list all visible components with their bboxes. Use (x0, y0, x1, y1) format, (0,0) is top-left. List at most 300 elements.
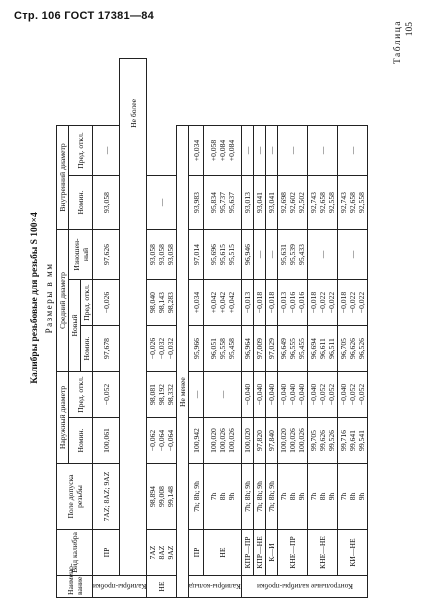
cell-value: 7AZ (148, 545, 158, 560)
cell-value: 95,637 (227, 192, 237, 213)
gauge-type-cell (204, 530, 242, 576)
cell-value: +0,034 (191, 291, 201, 314)
inner-diameter-label: Внутренний диаметр (58, 143, 67, 212)
table-label: Таблица (393, 20, 403, 65)
cell-value: +0,058 (209, 139, 219, 162)
page-header: Стр. 106 ГОСТ 17381—84 (14, 10, 155, 22)
cell-value: — (267, 146, 277, 155)
table-row (266, 59, 278, 598)
cell-value: −0,064 (157, 429, 167, 452)
cell-value: 8h (318, 492, 328, 501)
mid-worn-cell (308, 230, 338, 280)
cell-value: 96,051 (209, 338, 219, 359)
ne-menee-note (177, 126, 189, 598)
mid-nominal-cell (242, 326, 254, 372)
cell-value: 96,526 (357, 338, 367, 359)
tolerance-field-cell (93, 464, 120, 530)
cell-value: −0,040 (297, 383, 307, 406)
cell-value: −0,022 (318, 291, 328, 314)
cell-value: 97,820 (255, 430, 265, 451)
cell-value: +0,034 (191, 139, 201, 162)
cell-value: −0,040 (288, 383, 298, 406)
cell-value: КНЕ—ПР (288, 536, 298, 569)
cell-value: — (267, 250, 277, 259)
cell-value: 97,840 (267, 430, 277, 451)
gauge-type-cell (278, 530, 308, 576)
gauge-type-cell (189, 530, 204, 576)
cell-value: 8h (218, 492, 228, 501)
col-type-label: Вид калибра (70, 532, 79, 573)
cell-value: 98,081 (148, 384, 158, 405)
cell-value: 98,283 (166, 292, 176, 313)
cell-value: — (288, 146, 298, 155)
outer-diameter-label: Наружный диаметр (58, 385, 67, 450)
cell-value: −0,040 (255, 383, 265, 406)
mid-deviation-cell (242, 280, 254, 326)
cell-value: 95,539 (288, 244, 298, 265)
mid-worn-cell (204, 230, 242, 280)
mid-new-header (69, 280, 81, 372)
outer-deviation-cell (189, 372, 204, 418)
table-row (242, 59, 254, 598)
tolerance-field-cell (308, 464, 338, 530)
mid-diameter-label: Средний диаметр (58, 272, 67, 329)
mid-nominal-cell (204, 326, 242, 372)
cell-value: 99,641 (348, 430, 358, 451)
table-row (338, 59, 368, 598)
cell-value: +0,042 (218, 291, 228, 314)
cell-value: 96,946 (243, 244, 253, 265)
outer-nominal-cell (278, 418, 308, 464)
inner-deviation-cell (338, 126, 368, 176)
cell-value: 95,455 (297, 338, 307, 359)
cell-value: 93,013 (243, 192, 253, 213)
cell-value: 92,602 (288, 192, 298, 213)
cell-value: ПР (101, 547, 111, 558)
mid-nominal-cell (93, 326, 120, 372)
tolerance-field-cell (338, 464, 368, 530)
cell-value: 95,631 (279, 244, 289, 265)
outer-deviation-cell (308, 372, 338, 418)
cell-value: −0,018 (267, 291, 277, 314)
gauge-type-cell (147, 576, 177, 598)
mid-worn-cell (189, 230, 204, 280)
cell-value: 99,705 (309, 430, 319, 451)
cell-value: −0,018 (255, 291, 265, 314)
cell-value: −0,040 (267, 383, 277, 406)
cell-value: 92,558 (357, 192, 367, 213)
mid-nominal-cell (254, 326, 266, 372)
outer-nominal-cell (338, 418, 368, 464)
cell-value: 96,649 (279, 338, 289, 359)
header-row-1 (57, 59, 69, 598)
cell-value: 92,658 (318, 192, 328, 213)
cell-value: 7h; 8h; 9h (191, 481, 201, 512)
cell-value: −0,018 (339, 291, 349, 314)
cell-value: 100,020 (279, 428, 289, 453)
cell-value: −0,052 (318, 383, 328, 406)
group-name-cell (93, 576, 147, 598)
inner-deviation-cell (189, 126, 204, 176)
inner-nominal-cell (254, 176, 266, 230)
cell-value: 96,964 (243, 338, 253, 359)
cell-value: 98,040 (148, 292, 158, 313)
cell-value: 8h (348, 492, 358, 501)
cell-value: 7h; 8h; 9h (255, 481, 265, 512)
inner-deviation-cell (147, 176, 177, 230)
mid-worn-cell (266, 230, 278, 280)
cell-value: 98,332 (166, 384, 176, 405)
cell-value: 7h (309, 492, 319, 501)
cell-value: 96,705 (339, 338, 349, 359)
tolerance-field-cell (147, 530, 177, 576)
col-field-header (57, 464, 93, 530)
gauge-table (56, 58, 368, 598)
cell-value: 95,834 (209, 192, 219, 213)
inner-nominal-cell (338, 176, 368, 230)
table-row (204, 59, 242, 598)
col-field-label: Поле допуска резьбы (65, 474, 84, 519)
mid-dev-label: Пред. откл. (82, 284, 91, 321)
ne-bolee-note (120, 59, 147, 576)
cell-value: — (191, 390, 201, 399)
cell-value: +0,042 (227, 291, 237, 314)
limit-note-row (177, 59, 189, 598)
cell-value: — (318, 146, 328, 155)
outer-nominal-cell (204, 418, 242, 464)
cell-value: КПР—НЕ (255, 536, 265, 569)
cell-value: +0,084 (227, 139, 237, 162)
group-name-cell (189, 576, 242, 598)
cell-value: −0,026 (101, 291, 111, 314)
cell-value: 93,058 (157, 244, 167, 265)
cell-value: 100,020 (209, 428, 219, 453)
cell-value: 96,626 (348, 338, 358, 359)
mid-worn-cell (254, 230, 266, 280)
cell-value: 99,526 (327, 430, 337, 451)
cell-value: 9h (227, 492, 237, 501)
cell-value: 8h (288, 492, 298, 501)
cell-value: 100,942 (191, 428, 201, 453)
outer-nominal-cell (266, 418, 278, 464)
cell-value: −0,013 (243, 291, 253, 314)
cell-value: 100,026 (218, 428, 228, 453)
outer-deviation-cell (242, 372, 254, 418)
cell-value: 99,008 (157, 486, 167, 507)
cell-value: 9AZ (166, 545, 176, 560)
mid-new-label: Новый (70, 314, 79, 337)
cell-value: −0,022 (357, 291, 367, 314)
mid-dev-header (81, 280, 93, 326)
cell-value: 92,698 (279, 192, 289, 213)
mid-nominal-cell (266, 326, 278, 372)
cell-value: 7h; 8h; 9h (267, 481, 277, 512)
cell-value: 92,743 (339, 192, 349, 213)
cell-value: 99,148 (166, 486, 176, 507)
mid-nominal-cell (147, 372, 177, 418)
cell-value: 7h (339, 492, 349, 501)
mid-deviation-cell (204, 280, 242, 326)
inner-nominal-cell (242, 176, 254, 230)
inner-diameter-header (57, 126, 69, 230)
cell-value: КИ—НЕ (348, 538, 358, 567)
cell-value: 8AZ (157, 545, 167, 560)
inner-dev-header (69, 126, 93, 176)
cell-value: 95,615 (218, 244, 228, 265)
inner-deviation-cell (204, 126, 242, 176)
mid-nominal-cell (308, 326, 338, 372)
cell-value: 97,009 (255, 338, 265, 359)
cell-value: 95,696 (209, 244, 219, 265)
outer-nom-header (69, 418, 93, 464)
cell-value: 100,061 (101, 428, 111, 453)
outer-dev-label: Пред. откл. (76, 376, 85, 413)
cell-value: 95,458 (227, 338, 237, 359)
cell-value: 99,541 (357, 430, 367, 451)
outer-nominal-cell (254, 418, 266, 464)
limit-note-row (120, 59, 147, 598)
table-body (57, 59, 368, 598)
cell-value: 92,502 (297, 192, 307, 213)
mid-deviation-cell (266, 280, 278, 326)
cell-value: 9h (327, 492, 337, 501)
cell-value: 93,058 (166, 244, 176, 265)
mid-deviation-cell (308, 280, 338, 326)
cell-value: 96,611 (318, 338, 328, 359)
inner-dev-label: Пред. откл. (76, 132, 85, 169)
cell-value: 93,983 (191, 192, 201, 213)
cell-value: КПР—ПР (243, 536, 253, 569)
inner-nominal-cell (308, 176, 338, 230)
outer-deviation-cell (147, 418, 177, 464)
mid-deviation-cell (254, 280, 266, 326)
col-name-header (57, 563, 93, 598)
outer-deviation-cell (254, 372, 266, 418)
inner-nom-label: Номин. (76, 190, 85, 215)
cell-value: 99,716 (339, 430, 349, 451)
cell-value: 98,192 (157, 384, 167, 405)
mid-worn-cell (242, 230, 254, 280)
cell-value: 92,743 (309, 192, 319, 213)
cell-value: −0,022 (348, 291, 358, 314)
inner-nom-header (69, 176, 93, 230)
inner-deviation-cell (242, 126, 254, 176)
inner-deviation-cell (308, 126, 338, 176)
cell-value: 93,041 (255, 192, 265, 213)
cell-value: 95,515 (227, 244, 237, 265)
table-subtitle: Размеры в мм (44, 262, 54, 334)
inner-deviation-cell (266, 126, 278, 176)
cell-value: 7h (279, 492, 289, 501)
cell-value: — (101, 146, 111, 155)
cell-value: −0,040 (309, 383, 319, 406)
outer-deviation-cell (266, 372, 278, 418)
table-row (93, 59, 120, 598)
cell-value: −0,052 (327, 383, 337, 406)
table-row (254, 59, 266, 598)
ne-menee-label: Не менее (178, 377, 188, 407)
cell-value: 98,894 (148, 486, 158, 507)
cell-value: −0,052 (101, 383, 111, 406)
cell-value: — (348, 250, 358, 259)
cell-value: −0,052 (357, 383, 367, 406)
cell-value: −0,032 (166, 337, 176, 360)
cell-value: 99,626 (318, 430, 328, 451)
table-row (147, 59, 177, 598)
cell-value: −0,032 (157, 337, 167, 360)
outer-nominal-cell (189, 418, 204, 464)
group-name: Контрольные калибры-пробки (256, 582, 353, 591)
cell-value: −0,016 (297, 291, 307, 314)
cell-value: 97,029 (267, 338, 277, 359)
tolerance-field-cell (254, 464, 266, 530)
inner-nominal-cell (189, 176, 204, 230)
gauge-type-cell (254, 530, 266, 576)
cell-value: К—И (267, 543, 277, 562)
outer-dev-header (69, 372, 93, 418)
mid-worn-cell (338, 230, 368, 280)
cell-value: 93,041 (267, 192, 277, 213)
cell-value: −0,052 (348, 383, 358, 406)
cell-value: 7h (209, 492, 219, 501)
tolerance-field-cell (266, 464, 278, 530)
mid-worn-cell (147, 280, 177, 326)
cell-value: 92,658 (348, 192, 358, 213)
mid-nom-header (81, 326, 93, 372)
cell-value: −0,013 (279, 291, 289, 314)
outer-deviation-cell (338, 372, 368, 418)
outer-nominal-cell (147, 464, 177, 530)
cell-value: 92,558 (327, 192, 337, 213)
outer-diameter-header (57, 372, 69, 464)
outer-nominal-cell (242, 418, 254, 464)
mid-nominal-cell (278, 326, 308, 372)
inner-nominal-cell (266, 176, 278, 230)
outer-nom-label: Номин. (76, 428, 85, 453)
mid-deviation-cell (93, 280, 120, 326)
cell-value: 95,737 (218, 192, 228, 213)
cell-value: — (243, 146, 253, 155)
inner-nominal-cell (93, 176, 120, 230)
table-row (308, 59, 338, 598)
mid-worn-header (69, 230, 93, 280)
inner-deviation-cell (93, 126, 120, 176)
cell-value: НЕ (157, 581, 167, 592)
cell-value: 7h; 8h; 9h (243, 481, 253, 512)
inner-deviation-cell (278, 126, 308, 176)
tolerance-field-cell (242, 464, 254, 530)
cell-value: КНЕ—НЕ (318, 536, 328, 569)
cell-value: 97,678 (101, 338, 111, 359)
cell-value: 100,020 (243, 428, 253, 453)
cell-value: −0,026 (148, 337, 158, 360)
gauge-type-cell (266, 530, 278, 576)
mid-diameter-header (57, 230, 69, 372)
cell-value: — (157, 198, 167, 207)
inner-nominal-cell (147, 230, 177, 280)
col-type-header (57, 530, 93, 576)
mid-nom-label: Номин. (82, 336, 91, 361)
table-row (189, 59, 204, 598)
cell-value: 96,555 (288, 338, 298, 359)
cell-value: 98,143 (157, 292, 167, 313)
cell-value: 95,966 (191, 338, 201, 359)
gauge-type-cell (338, 530, 368, 576)
cell-value: — (348, 146, 358, 155)
group-name-cell (242, 576, 368, 598)
cell-value: 96,511 (327, 338, 337, 359)
cell-value: — (255, 250, 265, 259)
mid-worn-cell (93, 230, 120, 280)
cell-value: 97,014 (191, 244, 201, 265)
mid-worn-cell (278, 230, 308, 280)
cell-value: −0,018 (309, 291, 319, 314)
cell-value: +0,042 (209, 291, 219, 314)
cell-value: 9h (297, 492, 307, 501)
cell-value: 9h (357, 492, 367, 501)
cell-value: 97,626 (101, 244, 111, 265)
outer-deviation-cell (93, 372, 120, 418)
cell-value: −0,040 (339, 383, 349, 406)
outer-deviation-cell (204, 372, 242, 418)
cell-value: — (318, 250, 328, 259)
cell-value: — (255, 146, 265, 155)
outer-nominal-cell (308, 418, 338, 464)
cell-value: 100,026 (297, 428, 307, 453)
mid-worn-label: Изношен-ный (71, 238, 90, 271)
inner-nominal-cell (278, 176, 308, 230)
col-name-label: Наимено-вание (65, 563, 84, 595)
cell-value: −0,040 (279, 383, 289, 406)
gauge-type-cell (242, 530, 254, 576)
cell-value: 93,058 (101, 192, 111, 213)
tolerance-field-cell (278, 464, 308, 530)
mid-nominal-cell (189, 326, 204, 372)
group-name: Калибры-пробки (93, 582, 147, 591)
cell-value: 100,026 (288, 428, 298, 453)
cell-value: −0,016 (288, 291, 298, 314)
mid-deviation-cell (147, 326, 177, 372)
inner-nominal-cell (204, 176, 242, 230)
cell-value: −0,064 (166, 429, 176, 452)
cell-value: 7AZ; 8AZ; 9AZ (101, 471, 111, 522)
cell-value: −0,022 (327, 291, 337, 314)
ne-bolee-label: Не более (128, 99, 138, 128)
mid-deviation-cell (338, 280, 368, 326)
table-row (278, 59, 308, 598)
inner-deviation-cell (254, 126, 266, 176)
mid-nominal-cell (338, 326, 368, 372)
group-name: Калибры-кольца (189, 582, 242, 591)
cell-value: −0,062 (148, 429, 158, 452)
tolerance-field-cell (189, 464, 204, 530)
mid-deviation-cell (189, 280, 204, 326)
cell-value: 95,433 (297, 244, 307, 265)
page-number: 105 (405, 22, 415, 37)
cell-value: 95,558 (218, 338, 228, 359)
outer-nominal-cell (93, 418, 120, 464)
cell-value: 100,026 (227, 428, 237, 453)
cell-value: 96,694 (309, 338, 319, 359)
tolerance-field-cell (204, 464, 242, 530)
table-title: Калибры резьбовые для резьбы S 100×4 (30, 212, 40, 384)
mid-deviation-cell (278, 280, 308, 326)
outer-deviation-cell (278, 372, 308, 418)
cell-value: +0,084 (218, 139, 228, 162)
gauge-type-cell (93, 530, 120, 576)
cell-value: — (218, 390, 228, 399)
cell-value: 93,058 (148, 244, 158, 265)
